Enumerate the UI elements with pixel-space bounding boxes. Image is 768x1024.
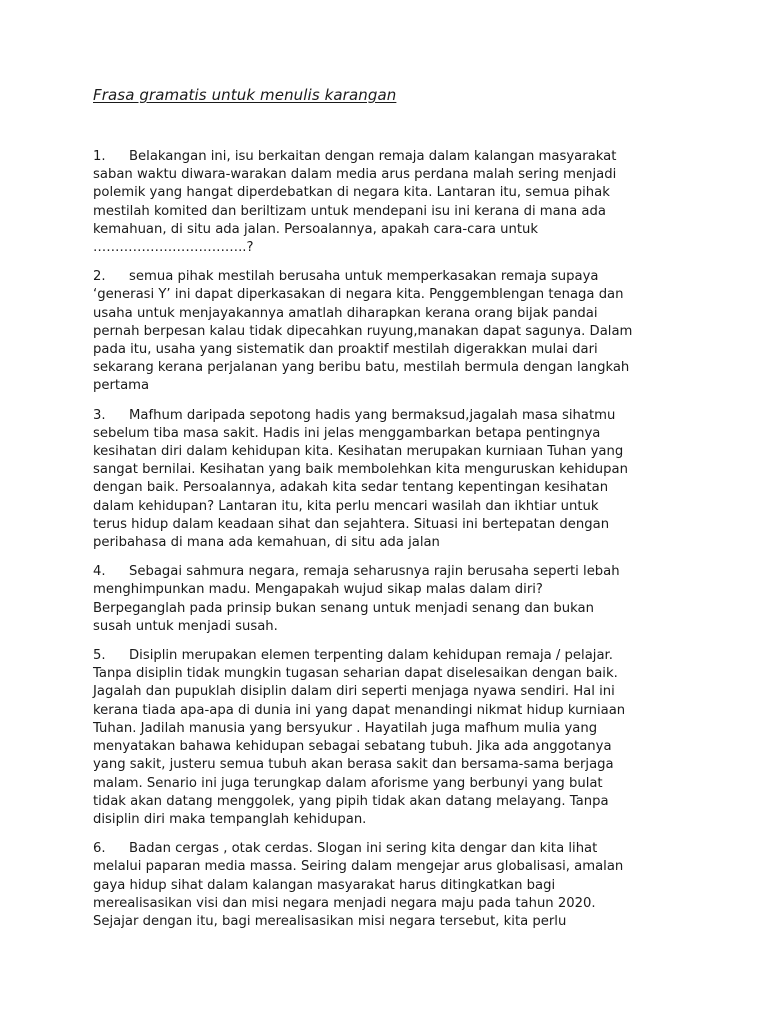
paragraph-number: 1. <box>93 149 106 164</box>
paragraph-text: Badan cergas , otak cerdas. Slogan ini sering kita dengar dan kita lihat <box>129 841 598 857</box>
paragraph-line: pada itu, usaha yang sistematik dan proaktif mestilah digerakkan mulai dari <box>93 342 598 358</box>
paragraph-text: Disiplin merupakan elemen terpenting dalam kehidupan remaja / pelajar. <box>129 648 613 664</box>
paragraph-text: Sebagai sahmura negara, remaja seharusnya rajin berusaha seperti lebah <box>129 564 620 580</box>
paragraph-line: disiplin diri maka tempanglah kehidupan. <box>93 811 367 827</box>
paragraph-line: ‘generasi Y’ ini dapat diperkasakan di negara kita. Penggemblengan tenaga dan <box>93 287 624 303</box>
paragraph-line: Jagalah dan pupuklah disiplin dalam diri seperti menjaga nyawa sendiri. Hal ini <box>93 684 615 700</box>
paragraph-line: saban waktu diwara-warakan dalam media arus perdana malah sering menjadi <box>93 167 617 183</box>
numbered-paragraph <box>93 840 683 931</box>
paragraph-line: tidak akan datang menggolek, yang pipih tidak akan datang melayang. Tanpa <box>93 793 609 809</box>
paragraph-line: gaya hidup sihat dalam kalangan masyarakat harus ditingkatkan bagi <box>93 877 556 893</box>
paragraph-line <box>93 840 683 858</box>
paragraph-line: ……………………………..? <box>93 240 254 256</box>
paragraph-line: Tuhan. Jadilah manusia yang bersyukur . Hayatilah juga mafhum mulia yang <box>93 720 598 736</box>
paragraph-text: Mafhum daripada sepotong hadis yang bermaksud,jagalah masa sihatmu <box>129 407 616 423</box>
paragraph-line: dengan baik. Persoalannya, adakah kita sedar tentang kepentingan kesihatan <box>93 480 609 496</box>
paragraph-number: 4. <box>93 564 106 580</box>
paragraph-number: 3. <box>93 407 106 423</box>
numbered-paragraph <box>93 647 683 829</box>
document-title: Frasa gramatis untuk menulis karangan <box>93 86 397 104</box>
numbered-paragraph <box>93 268 683 395</box>
paragraph-line: dalam kehidupan? Lantaran itu, kita perlu mencari wasilah dan ikhtiar untuk <box>93 498 599 514</box>
paragraph-line: sangat bernilai. Kesihatan yang baik membolehkan kita menguruskan kehidupan <box>93 462 628 478</box>
paragraph-line: menyatakan bahawa kehidupan sebagai sebatang tubuh. Jika ada anggotanya <box>93 739 612 755</box>
paragraph-line <box>93 563 683 581</box>
paragraph-line <box>93 647 683 665</box>
paragraph-line <box>93 407 683 425</box>
paragraph-line: usaha untuk menjayakannya amatlah diharapkan kerana orang bijak pandai <box>93 305 598 321</box>
paragraph-line: Sejajar dengan itu, bagi merealisasikan misi negara tersebut, kita perlu <box>93 913 567 929</box>
paragraph-line: malam. Senario ini juga terungkap dalam aforisme yang berbunyi yang bulat <box>93 775 603 791</box>
paragraph-number: 5. <box>93 648 106 664</box>
paragraph-number: 2. <box>93 269 106 285</box>
paragraph-line <box>93 148 683 166</box>
paragraph-number: 6. <box>93 841 106 857</box>
paragraph-line: Tanpa disiplin tidak mungkin tugasan seharian dapat diselesaikan dengan baik. <box>93 666 618 682</box>
paragraph-line: pertama <box>93 378 150 394</box>
paragraph-text: Belakangan ini, isu berkaitan dengan remaja dalam kalangan masyarakat <box>129 149 617 164</box>
paragraph-line: peribahasa di mana ada kemahuan, di situ ada jalan <box>93 535 440 551</box>
paragraph-line: menghimpunkan madu. Mengapakah wujud sikap malas dalam diri? <box>93 582 543 598</box>
paragraph-line: yang sakit, justeru semua tubuh akan berasa sakit dan bersama-sama berjaga <box>93 757 614 773</box>
paragraph-text: semua pihak mestilah berusaha untuk memperkasakan remaja supaya <box>129 269 599 285</box>
document-body <box>93 148 683 942</box>
paragraph-line: kesihatan diri dalam kehidupan kita. Kesihatan merupakan kurniaan Tuhan yang <box>93 444 624 460</box>
paragraph-line: sebelum tiba masa sakit. Hadis ini jelas menggambarkan betapa pentingnya <box>93 425 601 441</box>
paragraph-line: kemahuan, di situ ada jalan. Persoalannya, apakah cara-cara untuk <box>93 221 539 237</box>
paragraph-line: merealisasikan visi dan misi negara menjadi negara maju pada tahun 2020. <box>93 895 596 911</box>
paragraph-line: sekarang kerana perjalanan yang beribu batu, mestilah bermula dengan langkah <box>93 360 630 376</box>
paragraph-line: polemik yang hangat diperdebatkan di negara kita. Lantaran itu, semua pihak <box>93 185 610 201</box>
paragraph-line: kerana tiada apa-apa di dunia ini yang dapat menandingi nikmat hidup kurniaan <box>93 702 626 718</box>
paragraph-line <box>93 268 683 286</box>
paragraph-line: susah untuk menjadi susah. <box>93 618 278 634</box>
paragraph-line: terus hidup dalam keadaan sihat dan sejahtera. Situasi ini bertepatan dengan <box>93 516 610 532</box>
paragraph-line: Berpeganglah pada prinsip bukan senang untuk menjadi senang dan bukan <box>93 600 594 616</box>
paragraph-line: melalui paparan media massa. Seiring dalam mengejar arus globalisasi, amalan <box>93 859 624 875</box>
numbered-paragraph <box>93 148 683 257</box>
numbered-paragraph <box>93 563 683 636</box>
paragraph-line: pernah berpesan kalau tidak dipecahkan ruyung,manakan dapat sagunya. Dalam <box>93 323 633 339</box>
paragraph-line: mestilah komited dan beriltizam untuk mendepani isu ini kerana di mana ada <box>93 203 606 219</box>
numbered-paragraph <box>93 407 683 553</box>
